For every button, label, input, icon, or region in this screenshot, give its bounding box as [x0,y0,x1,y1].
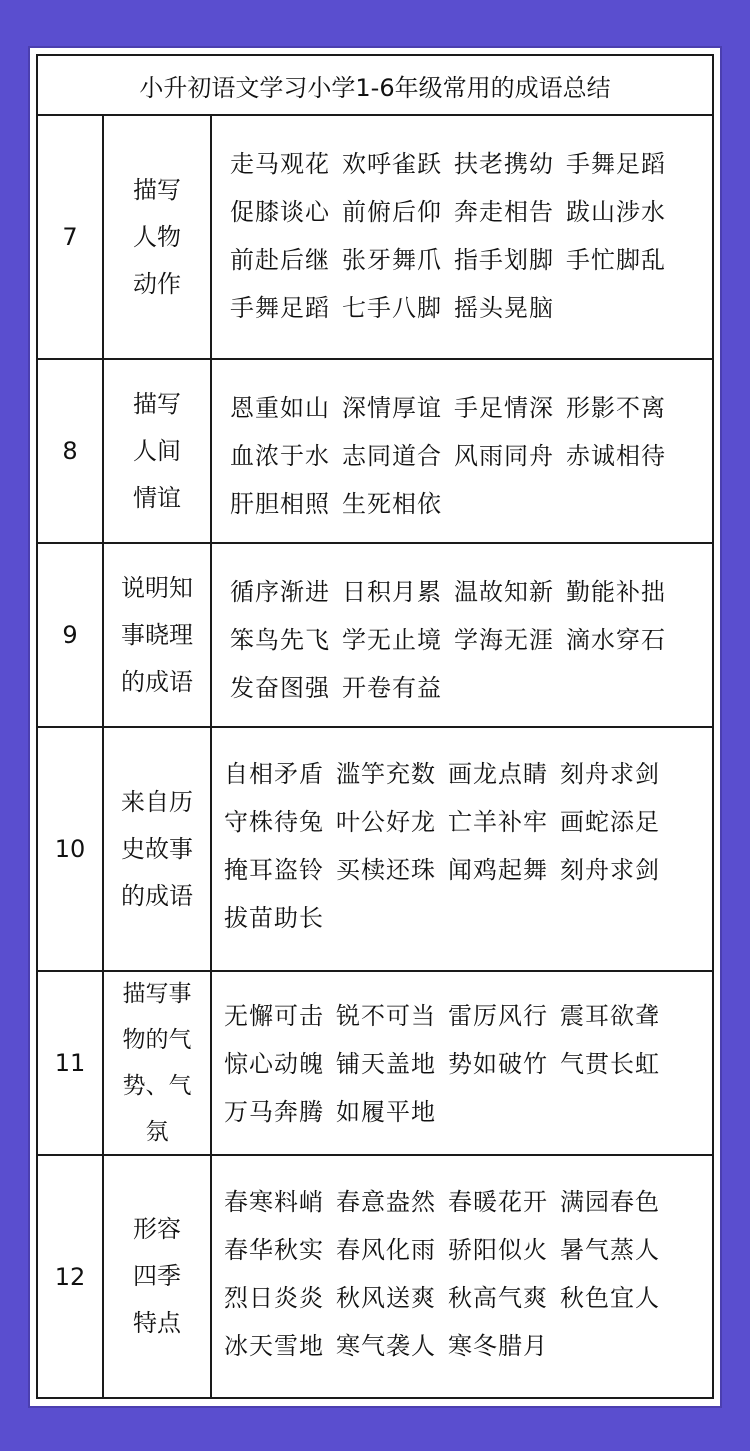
idiom-item: 滥竽充数 [336,760,436,788]
idiom-item: 学无止境 [342,626,442,654]
idiom-item: 骄阳似火 [448,1236,548,1264]
idiom-item: 形影不离 [566,394,666,422]
idiom-item: 锐不可当 [336,1002,436,1030]
idiom-list [212,728,712,970]
idiom-item: 恩重如山 [230,394,330,422]
idiom-item: 暑气蒸人 [560,1236,660,1264]
idiom-item: 开卷有益 [342,674,442,702]
idiom-item: 刻舟求剑 [560,760,660,788]
table-row-9 [38,544,712,728]
idiom-item: 前俯后仰 [342,198,442,226]
idiom-list [212,360,712,542]
idiom-item: 赤诚相待 [566,442,666,470]
idiom-item: 铺天盖地 [336,1050,436,1078]
table-row-11 [38,972,712,1156]
idiom-item: 手足情深 [454,394,554,422]
row-number: 8 [38,360,104,542]
idiom-item: 生死相依 [342,490,442,518]
idiom-item: 走马观花 [230,150,330,178]
idiom-item: 摇头晃脑 [454,294,554,322]
idiom-item: 买椟还珠 [336,856,436,884]
idiom-item: 寒冬腊月 [448,1332,548,1360]
idiom-item: 风雨同舟 [454,442,554,470]
idiom-item: 守株待兔 [224,808,324,836]
idiom-item: 学海无涯 [454,626,554,654]
idiom-item: 秋色宜人 [560,1284,660,1312]
idiom-list [212,972,712,1154]
idiom-item: 指手划脚 [454,246,554,274]
idiom-item: 寒气袭人 [336,1332,436,1360]
idiom-item: 春风化雨 [336,1236,436,1264]
idiom-list [212,1156,712,1397]
idiom-table [36,54,714,1399]
idiom-item: 亡羊补牢 [448,808,548,836]
idiom-item: 发奋图强 [230,674,330,702]
table-title: 小升初语文学习小学1-6年级常用的成语总结 [38,56,712,116]
idiom-item: 扶老携幼 [454,150,554,178]
idiom-item: 手舞足蹈 [566,150,666,178]
idiom-item: 画龙点睛 [448,760,548,788]
idiom-item: 无懈可击 [224,1002,324,1030]
idiom-item: 手忙脚乱 [566,246,666,274]
table-row-8 [38,360,712,544]
idiom-item: 秋风送爽 [336,1284,436,1312]
idiom-item: 前赴后继 [230,246,330,274]
idiom-item: 掩耳盗铃 [224,856,324,884]
idiom-item: 惊心动魄 [224,1050,324,1078]
idiom-item: 奔走相告 [454,198,554,226]
idiom-item: 深情厚谊 [342,394,442,422]
idiom-item: 如履平地 [336,1098,436,1126]
row-number: 11 [38,972,104,1154]
idiom-item: 冰天雪地 [224,1332,324,1360]
idiom-list [212,116,712,358]
row-number: 10 [38,728,104,970]
idiom-item: 日积月累 [342,578,442,606]
idiom-item: 春华秋实 [224,1236,324,1264]
row-category: 来自历 史故事 的成语 [104,728,212,970]
idiom-item: 震耳欲聋 [560,1002,660,1030]
idiom-item: 万马奔腾 [224,1098,324,1126]
idiom-item: 画蛇添足 [560,808,660,836]
idiom-item: 雷厉风行 [448,1002,548,1030]
idiom-item: 志同道合 [342,442,442,470]
idiom-item: 春意盎然 [336,1188,436,1216]
idiom-item: 促膝谈心 [230,198,330,226]
idiom-item: 血浓于水 [230,442,330,470]
idiom-item: 循序渐进 [230,578,330,606]
idiom-item: 气贯长虹 [560,1050,660,1078]
idiom-item: 温故知新 [454,578,554,606]
idiom-item: 势如破竹 [448,1050,548,1078]
row-number: 7 [38,116,104,358]
row-category: 说明知 事晓理 的成语 [104,544,212,726]
row-category: 描写事 物的气 势、气 氛 [104,972,212,1154]
idiom-item: 满园春色 [560,1188,660,1216]
idiom-item: 自相矛盾 [224,760,324,788]
idiom-item: 笨鸟先飞 [230,626,330,654]
idiom-item: 肝胆相照 [230,490,330,518]
table-row-7 [38,116,712,360]
idiom-item: 烈日炎炎 [224,1284,324,1312]
idiom-item: 勤能补拙 [566,578,666,606]
idiom-item: 闻鸡起舞 [448,856,548,884]
idiom-item: 七手八脚 [342,294,442,322]
table-row-10 [38,728,712,972]
idiom-item: 滴水穿石 [566,626,666,654]
idiom-item: 春暖花开 [448,1188,548,1216]
idiom-item: 刻舟求剑 [560,856,660,884]
row-category: 描写 人间 情谊 [104,360,212,542]
idiom-item: 跋山涉水 [566,198,666,226]
idiom-list [212,544,712,726]
idiom-item: 叶公好龙 [336,808,436,836]
row-number: 9 [38,544,104,726]
idiom-item: 张牙舞爪 [342,246,442,274]
row-category: 形容 四季 特点 [104,1156,212,1397]
idiom-item: 秋高气爽 [448,1284,548,1312]
idiom-item: 春寒料峭 [224,1188,324,1216]
row-category: 描写 人物 动作 [104,116,212,358]
row-number: 12 [38,1156,104,1397]
idiom-item: 欢呼雀跃 [342,150,442,178]
idiom-item: 拔苗助长 [224,904,324,932]
idiom-item: 手舞足蹈 [230,294,330,322]
table-row-12 [38,1156,712,1397]
